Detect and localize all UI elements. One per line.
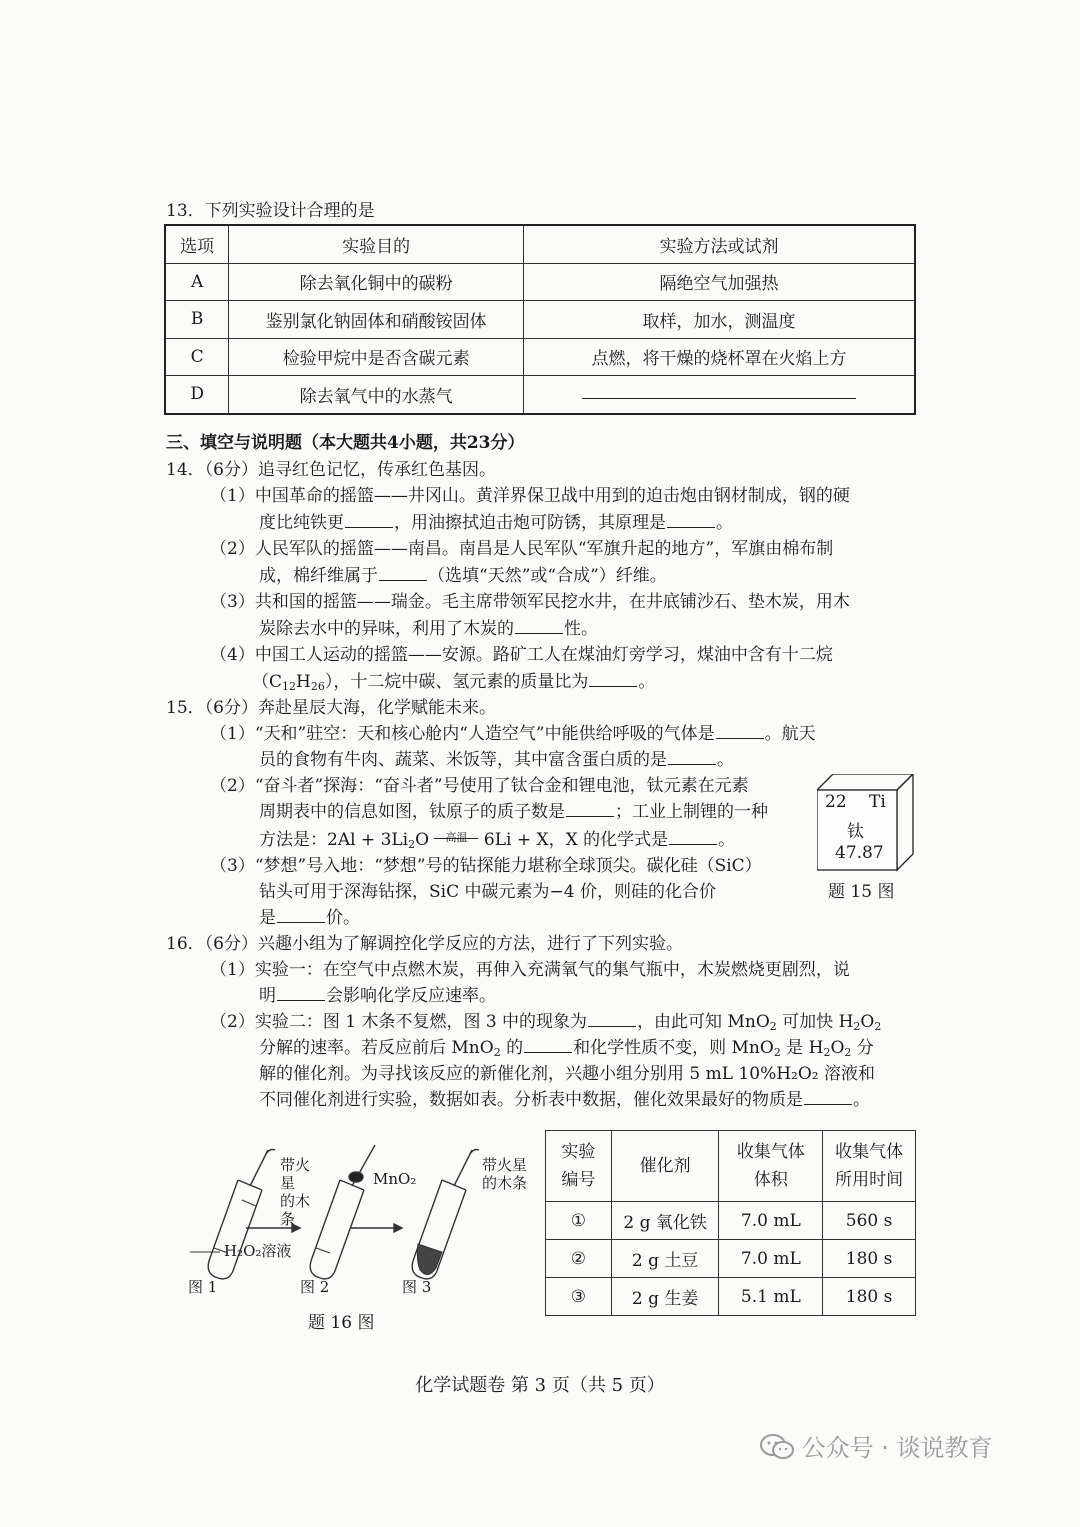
table-row: [165, 263, 915, 301]
q15-part1-line1: （1）“天和”驻空：天和核心舱内“人造空气”中能供给呼吸的气体是 。航天: [210, 721, 816, 747]
q14-part2-line1: （2）人民军队的摇篮——南昌。南昌是人民军队“军旗升起的地方”，军旗由棉布制: [210, 539, 834, 559]
figure-16-caption: 题 16 图: [308, 1313, 375, 1333]
q16-part1-line1: （1）实验一：在空气中点燃木炭，再伸入充满氧气的集气瓶中，木炭燃烧更剧烈，说: [210, 960, 850, 980]
experiment-method: 隔绝空气加强热: [524, 263, 915, 301]
answer-blank[interactable]: [589, 669, 637, 687]
q14-part1-line1: （1）中国革命的摇篮——井冈山。黄洋界保卫战中用到的迫击炮由钢材制成，钢的硬: [210, 486, 850, 506]
h2o2-solution-label: H₂O₂溶液: [224, 1242, 292, 1260]
q15-part2-line2: 周期表中的信息如图，钛原子的质子数是 ；工业上制锂的一种: [259, 799, 768, 825]
periodic-table-cell-figure: [817, 774, 917, 878]
q15-part2-line3: 方法是：$2Al + 3Li_2O$ 高温 6Li + X，X 的化学式是 。: [259, 827, 735, 853]
page-footer: 化学试题卷 第 3 页（共 5 页）: [415, 1375, 665, 1396]
element-name: 钛: [847, 822, 864, 842]
time: 180 s: [823, 1278, 916, 1316]
gas-volume: 5.1 mL: [719, 1278, 823, 1316]
q14-part4-line2: $(C_{12}H_{26})$，十二烷中碳、氢元素的质量比为 。: [252, 669, 655, 695]
experiment-method: 取样，加水，测温度: [524, 301, 915, 339]
gas-volume: 7.0 mL: [719, 1202, 823, 1240]
answer-blank[interactable]: [804, 1087, 852, 1105]
table-header: 收集气体 体积: [719, 1131, 823, 1202]
q16-part1-line2: 明 会影响化学反应速率。: [259, 983, 496, 1009]
mno2-label: MnO₂: [373, 1170, 417, 1188]
table-header: 选项: [165, 225, 229, 263]
option-letter: A: [165, 263, 229, 301]
table-header: 收集气体 所用时间: [823, 1131, 916, 1202]
figure-2-label: 图 2: [300, 1278, 330, 1296]
experiment-method: 点燃，将干燥的烧杯罩在火焰上方: [524, 338, 915, 376]
table-row: [165, 376, 915, 414]
q14-part1-line2: 度比纯铁更 ，用油擦拭迫击炮可防锈，其原理是 。: [259, 510, 733, 536]
answer-blank[interactable]: [668, 747, 716, 765]
reaction-condition-arrow: 高温: [434, 844, 478, 845]
time: 560 s: [823, 1202, 916, 1240]
experiment-purpose: 除去氧化铜中的碳粉: [229, 263, 524, 301]
table-header: 实验方法或试剂: [524, 225, 915, 263]
q14-part3-line2: 炭除去水中的异味，利用了木炭的 性。: [259, 616, 598, 642]
q15-part1-line2: 员的食物有牛肉、蔬菜、米饭等，其中富含蛋白质的是 。: [259, 747, 734, 773]
catalyst: 2 g 生姜: [611, 1278, 719, 1316]
answer-blank-cell: [524, 376, 915, 414]
q16-part2-line1: （2）实验二：图 1 木条不复燃，图 3 中的现象为 ，由此可知 MnO$_2$ 可加快 $H_2O_2$: [210, 1009, 881, 1035]
figure-1-label: 图 1: [188, 1278, 218, 1296]
table-row: [546, 1240, 916, 1278]
table-header: 实验目的: [229, 225, 524, 263]
answer-blank[interactable]: [669, 827, 717, 845]
q16-part2-line2: 分解的速率。若反应前后 MnO$_2$ 的 和化学性质不变，则 MnO$_2$ 是 $H_2O_2$ 分: [259, 1035, 874, 1061]
q14-part2-line2: 成，棉纤维属于 （选填“天然”或“合成”）纤维。: [259, 563, 667, 589]
table-header: 实验 编号: [546, 1131, 612, 1202]
experiment-purpose: 除去氧气中的水蒸气: [229, 376, 524, 414]
answer-blank[interactable]: [277, 905, 325, 923]
watermark: 公众号 · 谈说教育: [760, 1428, 993, 1463]
answer-blank[interactable]: [582, 384, 856, 399]
answer-blank[interactable]: [379, 563, 427, 581]
glowing-splint-label: 带火星 的木条: [280, 1156, 311, 1228]
section-title: 三、填空与说明题（本大题共4小题，共23分）: [166, 433, 525, 453]
q15-part2-line1: （2）“奋斗者”探海：“奋斗者”号使用了钛合金和锂电池，钛元素在元素: [210, 776, 749, 796]
element-symbol: Ti: [869, 792, 886, 812]
atomic-number: 22: [825, 792, 847, 812]
question-16-stem: 16．（6分）兴趣小组为了解调控化学反应的方法，进行了下列实验。: [166, 934, 683, 954]
wechat-icon: [760, 1434, 794, 1460]
experiment-number: ①: [546, 1202, 612, 1240]
option-letter: C: [165, 338, 229, 376]
answer-blank[interactable]: [716, 721, 764, 739]
figure-3-label: 图 3: [402, 1278, 432, 1296]
time: 180 s: [823, 1240, 916, 1278]
question-13-table: [164, 224, 916, 415]
table-row: [165, 301, 915, 339]
figure-16: [180, 1140, 540, 1340]
question-13-stem: 13．下列实验设计合理的是: [166, 201, 375, 221]
table-row: [546, 1202, 916, 1240]
table-row: [165, 338, 915, 376]
question-14-stem: 14．（6分）追寻红色记忆，传承红色基因。: [166, 460, 496, 480]
answer-blank[interactable]: [345, 510, 393, 528]
question-15-stem: 15．（6分）奔赴星辰大海，化学赋能未来。: [166, 698, 496, 718]
answer-blank[interactable]: [667, 510, 715, 528]
q15-part3-line3: 是 价。: [259, 905, 360, 931]
q15-part3-line1: （3）“梦想”号入地：“梦想”号的钻探能力堪称全球顶尖。碳化硅（SiC）: [210, 856, 762, 876]
catalyst: 2 g 氧化铁: [611, 1202, 719, 1240]
option-letter: D: [165, 376, 229, 414]
experiment-number: ②: [546, 1240, 612, 1278]
option-letter: B: [165, 301, 229, 339]
atomic-mass: 47.87: [835, 843, 884, 863]
experiment-purpose: 鉴别氯化钠固体和硝酸铵固体: [229, 301, 524, 339]
gas-volume: 7.0 mL: [719, 1240, 823, 1278]
table-header: 催化剂: [611, 1131, 719, 1202]
experiment-number: ③: [546, 1278, 612, 1316]
figure-15-caption: 题 15 图: [828, 882, 895, 902]
answer-blank[interactable]: [515, 616, 563, 634]
q16-part2-line4: 不同催化剂进行实验，数据如表。分析表中数据，催化效果最好的物质是 。: [259, 1087, 870, 1113]
catalyst-data-table: [545, 1130, 916, 1316]
experiment-purpose: 检验甲烷中是否含碳元素: [229, 338, 524, 376]
catalyst: 2 g 土豆: [611, 1240, 719, 1278]
table-row: [546, 1278, 916, 1316]
answer-blank[interactable]: [588, 1009, 636, 1027]
answer-blank[interactable]: [277, 983, 325, 1001]
q14-part3-line1: （3）共和国的摇篮——瑞金。毛主席带领军民挖水井，在井底铺沙石、垫木炭，用木: [210, 592, 850, 612]
glowing-splint-label: 带火星 的木条: [482, 1156, 528, 1192]
answer-blank[interactable]: [566, 799, 614, 817]
q16-part2-line3: 解的催化剂。为寻找该反应的新催化剂，兴趣小组分别用 5 mL 10%H₂O₂ 溶液和: [259, 1064, 876, 1084]
q15-part3-line2: 钻头可用于深海钻探，SiC 中碳元素为−4 价，则硅的化合价: [259, 882, 716, 902]
answer-blank[interactable]: [524, 1035, 572, 1053]
q14-part4-line1: （4）中国工人运动的摇篮——安源。路矿工人在煤油灯旁学习，煤油中含有十二烷: [210, 645, 833, 665]
